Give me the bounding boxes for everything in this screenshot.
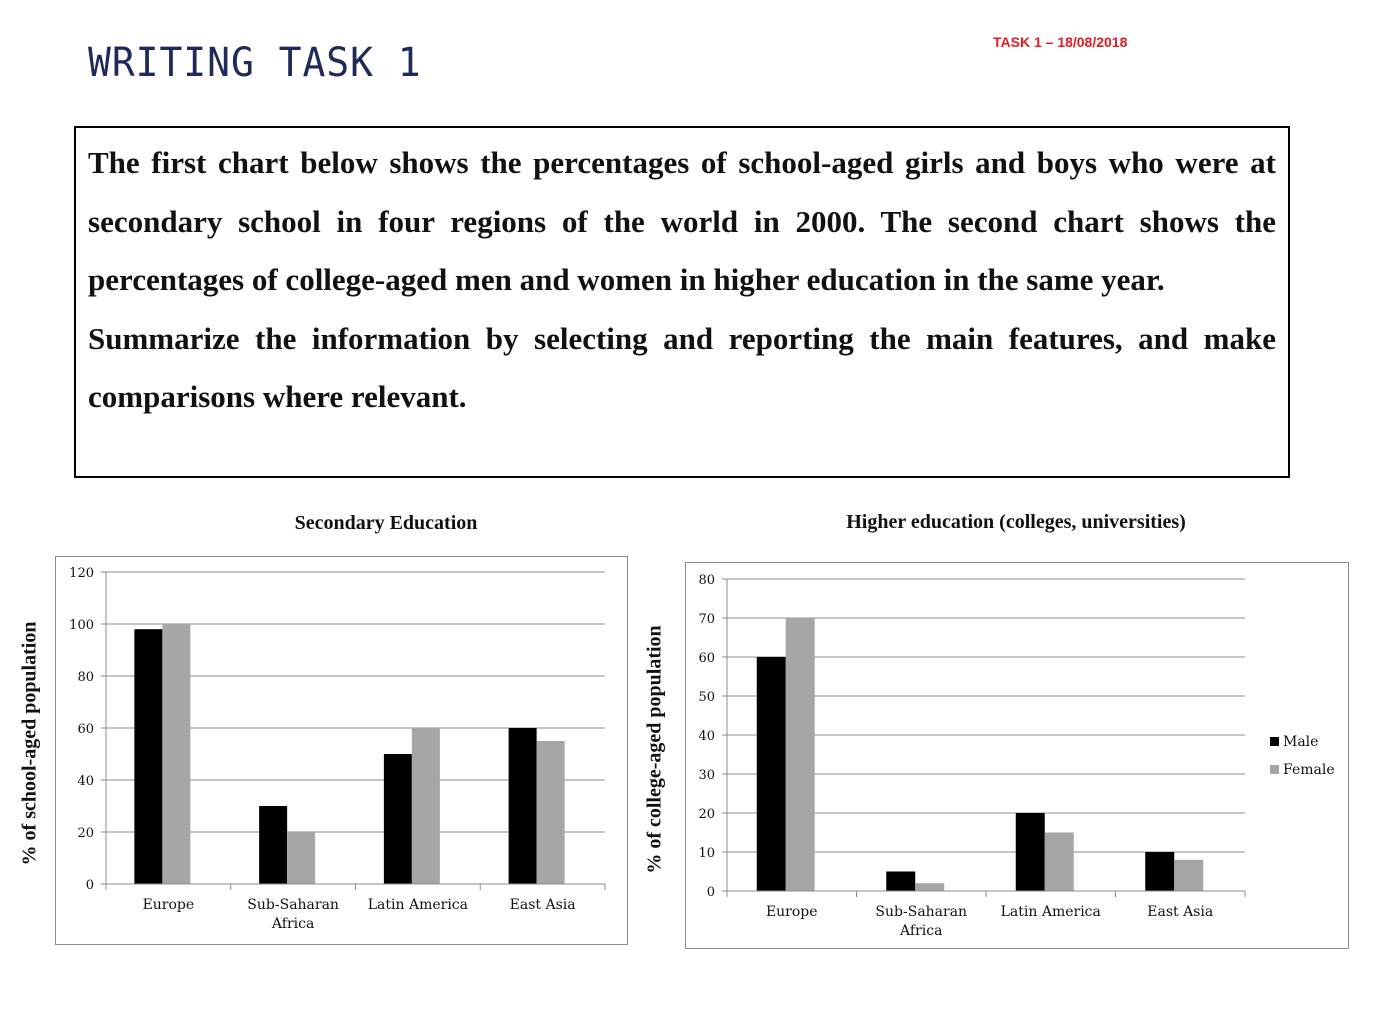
chart-1-ytick-label: 0 xyxy=(85,878,94,893)
chart-1-bar-female xyxy=(287,832,315,884)
task-date-tag: TASK 1 – 18/08/2018 xyxy=(993,34,1128,50)
chart-1-category-label: Sub-Saharan Africa xyxy=(247,897,339,932)
chart-2-ytick-label: 0 xyxy=(706,885,715,900)
chart-1-ytick-label: 80 xyxy=(77,670,94,685)
chart-2-category-label: East Asia xyxy=(1147,904,1214,920)
chart-1-ytick-label: 20 xyxy=(77,826,94,841)
chart-2-category-label: Latin America xyxy=(1000,904,1101,920)
chart-2-ytick-label: 80 xyxy=(698,573,715,588)
chart-1-bar-female xyxy=(162,624,190,884)
chart-2-ytick-label: 70 xyxy=(698,612,715,627)
chart-2-bar-female xyxy=(1174,860,1203,891)
chart-1-bar-male xyxy=(134,629,162,884)
task-prompt-box xyxy=(74,126,1290,478)
chart-2-higher-education xyxy=(685,562,1349,949)
legend-swatch-female xyxy=(1270,765,1279,774)
chart-2-ytick-label: 10 xyxy=(698,846,715,861)
chart-2-ytick-label: 60 xyxy=(698,651,715,666)
chart-1-category-label: East Asia xyxy=(509,897,576,913)
chart-2-ytick-label: 30 xyxy=(698,768,715,783)
chart-1-category-label: Europe xyxy=(142,897,195,913)
chart-2-bar-female xyxy=(915,883,944,891)
prompt-paragraph-2: Summarize the information by selecting and reporting the main features, and make comparisons where relevant. xyxy=(88,320,1276,414)
chart-2-bar-female xyxy=(1045,833,1074,892)
chart-2-bar-female xyxy=(786,618,815,891)
chart-2-ylabel: % of college-aged population xyxy=(643,625,666,874)
chart-1-ytick-label: 120 xyxy=(69,566,94,581)
chart-2-category-label: Sub-Saharan Africa xyxy=(875,904,968,939)
prompt-paragraph-1: The first chart below shows the percentages of school-aged girls and boys who were at secondary school in four regions of the world in 2000. The second chart shows the percentages of college-aged men and women in higher education in the same year. xyxy=(88,145,1276,297)
chart-1-bar-female xyxy=(412,728,440,884)
chart-1-bar-male xyxy=(509,728,537,884)
chart-2-ytick-label: 20 xyxy=(698,807,715,822)
chart-1-secondary-education xyxy=(55,556,628,945)
chart-1-ytick-label: 60 xyxy=(77,722,94,737)
chart-1-title: Secondary Education xyxy=(294,512,478,534)
chart-2-svg xyxy=(685,562,1349,949)
chart-2-category-label: Europe xyxy=(765,904,818,920)
chart-2-title: Higher education (colleges, universities) xyxy=(846,511,1186,533)
chart-2-ytick-label: 50 xyxy=(698,690,715,705)
legend-label-female: Female xyxy=(1283,762,1335,778)
chart-2-bar-male xyxy=(886,872,915,892)
chart-1-bar-female xyxy=(537,741,565,884)
chart-1-ytick-label: 100 xyxy=(69,618,94,633)
chart-2-bar-male xyxy=(757,657,786,891)
chart-1-bar-male xyxy=(384,754,412,884)
chart-2-bar-male xyxy=(1145,852,1174,891)
chart-1-ytick-label: 40 xyxy=(77,774,94,789)
page-title: WRITING TASK 1 xyxy=(88,40,422,86)
chart-1-svg xyxy=(55,556,628,945)
chart-2-ytick-label: 40 xyxy=(698,729,715,744)
legend-swatch-male xyxy=(1270,737,1279,746)
chart-2-bar-male xyxy=(1016,813,1045,891)
chart-1-category-label: Latin America xyxy=(367,897,468,913)
chart-1-ylabel: % of school-aged population xyxy=(18,621,41,866)
legend-label-male: Male xyxy=(1283,734,1319,750)
chart-1-bar-male xyxy=(259,806,287,884)
